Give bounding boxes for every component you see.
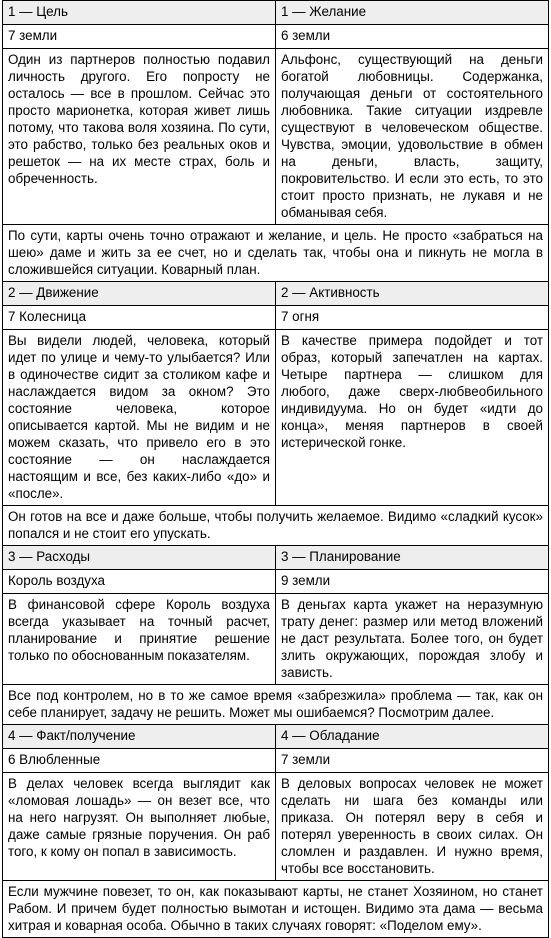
- card-name: 7 Колесница: [3, 306, 276, 330]
- card-description: В финансовой сфере Король воздуха всегда указывает на точный расчет, планирование и принятие решение только по обоснованным показателям.: [3, 594, 276, 685]
- summary-row: [3, 881, 549, 938]
- card-description: В делах человек всегда выглядит как «ломовая лошадь» — он везет все, что на него нагрузят. Он выполняет любые, даже самые грязные поручения. Он раб того, к кому он попал в зависимость.: [3, 773, 276, 881]
- card-name-row: [3, 306, 549, 330]
- section-header-row: [3, 1, 549, 25]
- card-description-row: [3, 773, 549, 881]
- position-heading: 1 — Желание: [276, 1, 549, 25]
- position-heading: 2 — Движение: [3, 282, 276, 306]
- summary-row: [3, 225, 549, 282]
- position-heading: 4 — Обладание: [276, 725, 549, 749]
- summary-text: Все под контролем, но в то же самое время «забрезжила» проблема — так, как он себе планирует, задачу не решить. Может мы ошибаемся? Посмотрим далее.: [3, 685, 549, 725]
- card-description: В деловых вопросах человек не может сделать ни шага без команды или приказа. Он потерял веру в себя и потерял уверенность в своих силах. Он сломлен и раздавлен. И нужно время, чтобы все восстановить.: [276, 773, 549, 881]
- summary-row: [3, 685, 549, 725]
- tarot-spread-table: [2, 0, 549, 938]
- card-name: Король воздуха: [3, 570, 276, 594]
- card-name: 6 Влюбленные: [3, 749, 276, 773]
- summary-text: Он готов на все и даже больше, чтобы получить желаемое. Видимо «сладкий кусок» попался и не стоит его упускать.: [3, 506, 549, 546]
- card-description: Альфонс, существующий на деньги богатой любовницы. Содержанка, получающая деньги от состоятельного любовника. Такие ситуации издревле существуют в человеческом обществе. Чувства, эмоции, удовольствие в обмен на деньги, власть, защиту, покровительство. И если это есть, то это стоит просто признать, не лукавя и не обманывая себя.: [276, 49, 549, 225]
- card-description: В деньгах карта укажет на неразумную трату денег: размер или метод вложений не даст результата. Более того, он будет злить окружающих, порождая злобу и зависть.: [276, 594, 549, 685]
- section-header-row: [3, 546, 549, 570]
- section-header-row: [3, 725, 549, 749]
- card-name: 7 земли: [276, 749, 549, 773]
- card-description-row: [3, 49, 549, 225]
- position-heading: 3 — Расходы: [3, 546, 276, 570]
- section-header-row: [3, 282, 549, 306]
- card-description: В качестве примера подойдет и тот образ, который запечатлен на картах. Четыре партнера — слишком для любого, даже сверх-любвеобильного индивидуума. Но он будет «идти до конца», меняя партнеров в своей истерической гонке.: [276, 330, 549, 506]
- card-name: 9 земли: [276, 570, 549, 594]
- card-name: 7 огня: [276, 306, 549, 330]
- document-page: [2, 0, 549, 938]
- card-name-row: [3, 749, 549, 773]
- card-name: 7 земли: [3, 25, 276, 49]
- position-heading: 4 — Факт/получение: [3, 725, 276, 749]
- card-name-row: [3, 25, 549, 49]
- position-heading: 2 — Активность: [276, 282, 549, 306]
- card-description-row: [3, 594, 549, 685]
- card-description-row: [3, 330, 549, 506]
- card-description: Один из партнеров полностью подавил личность другого. Его попросту не осталось — все в прошлом. Сейчас это просто марионетка, которая живет лишь потому, что такова воля хозяина. По сути, это рабство, только без реальных оков и решеток — на их месте страх, боль и обреченность.: [3, 49, 276, 225]
- card-name-row: [3, 570, 549, 594]
- position-heading: 1 — Цель: [3, 1, 276, 25]
- card-description: Вы видели людей, человека, который идет по улице и чему-то улыбается? Или в одиночестве сидит за столиком кафе и наслаждается видом за окном? Это состояние человека, которое описывается картой. Мы не видим и не можем сказать, что привело его в это состояние — он наслаждается настоящим и все, без каких-либо «до» и «после».: [3, 330, 276, 506]
- summary-text: Если мужчине повезет, то он, как показывают карты, не станет Хозяином, но станет Рабом. И причем будет полностью вымотан и истощен. Видимо эта дама — весьма хитрая и коварная особа. Обычно в таких случаях говорят: «Поделом ему».: [3, 881, 549, 938]
- summary-row: [3, 506, 549, 546]
- position-heading: 3 — Планирование: [276, 546, 549, 570]
- card-name: 6 земли: [276, 25, 549, 49]
- summary-text: По сути, карты очень точно отражают и желание, и цель. Не просто «забраться на шею» даме и жить за ее счет, но и сделать так, чтобы она и пикнуть не могла в сложившейся ситуации. Коварный план.: [3, 225, 549, 282]
